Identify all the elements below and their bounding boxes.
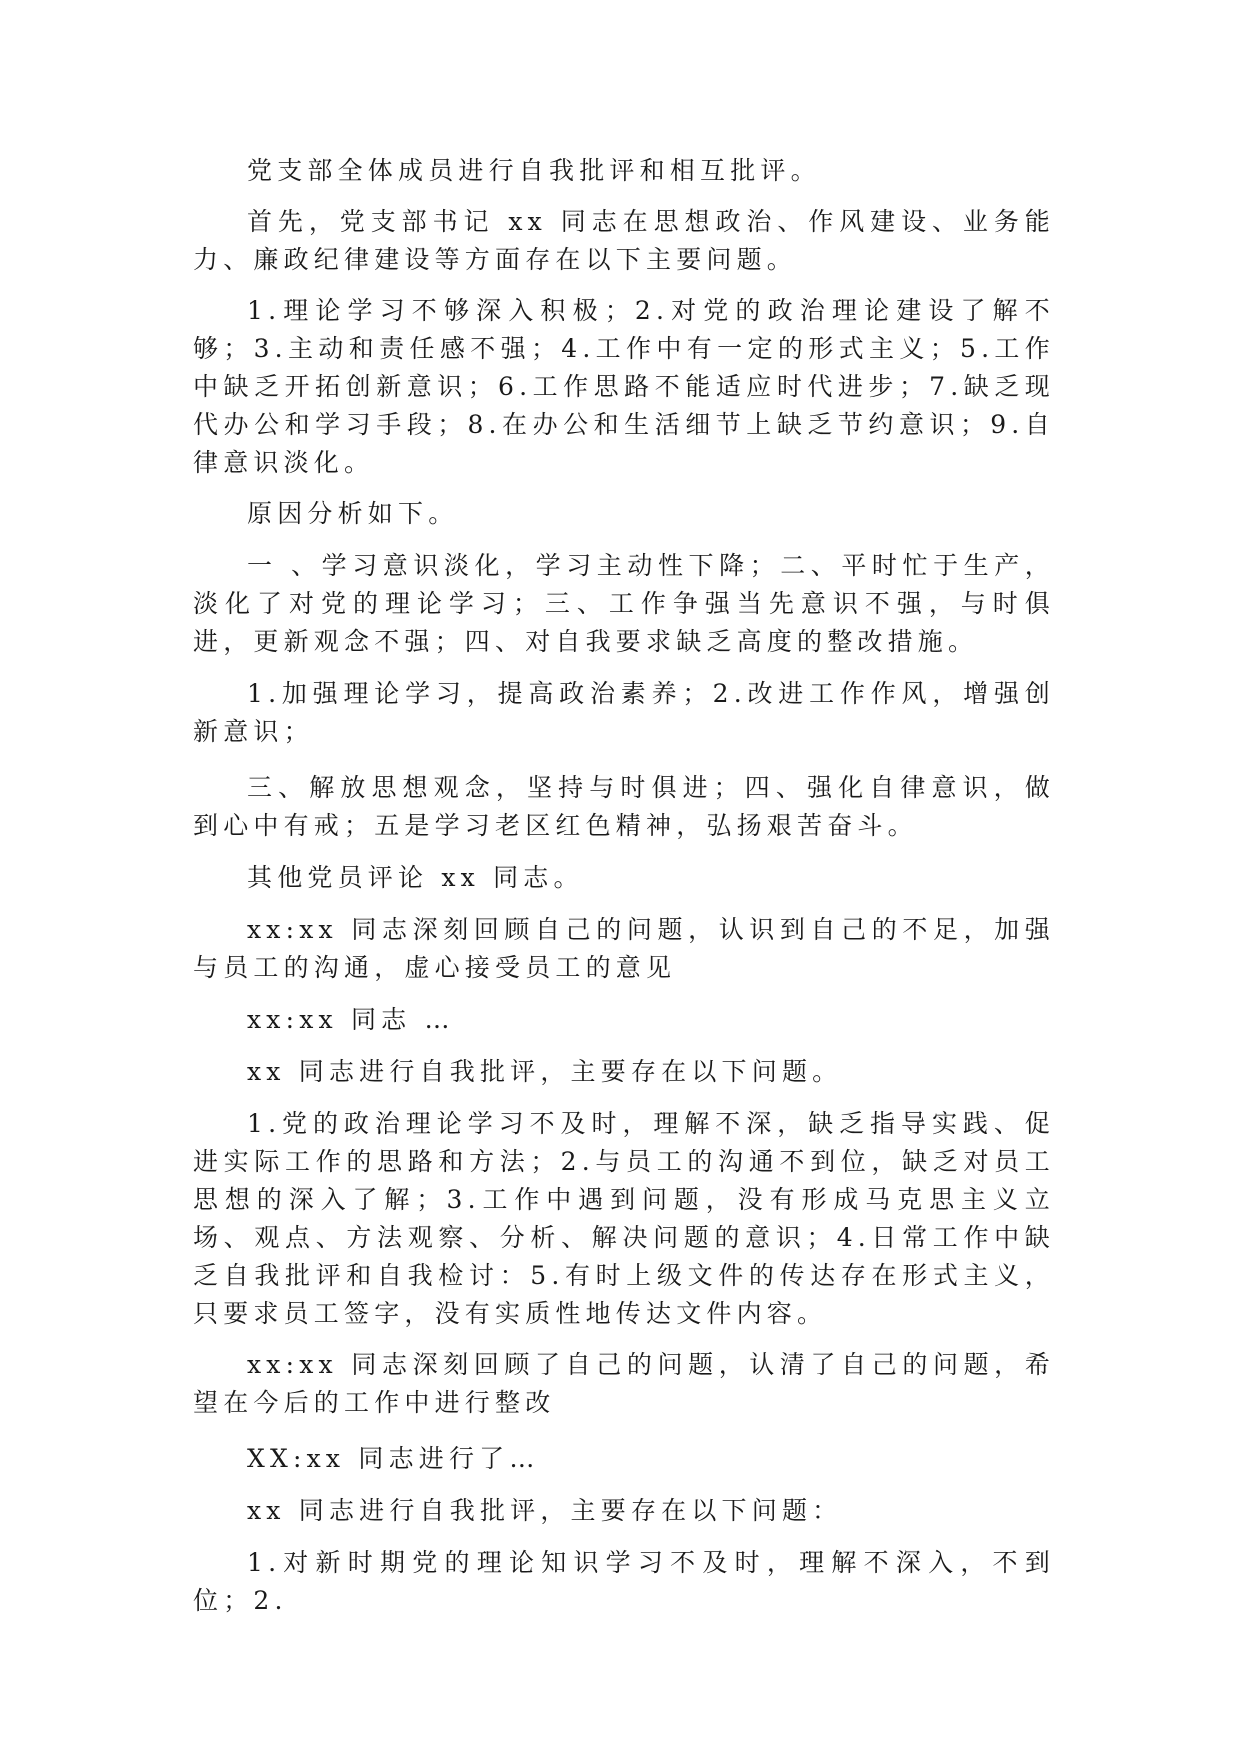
paragraph: XX:xx 同志进行了… bbox=[247, 1444, 540, 1473]
paragraph: 1.理论学习不够深入积极；2.对党的政治理论建设了解不够；3.主动和责任感不强；4.工作中有一定的形式主义；5.工作中缺乏开拓创新意识；6.工作思路不能适应时代进步；7.缺乏现代办公和学习手段；8.在办公和生活细节上缺乏节约意识；9.自律意识淡化。 bbox=[193, 296, 1055, 477]
paragraph: 党支部全体成员进行自我批评和相互批评。 bbox=[247, 156, 821, 185]
paragraph: xx 同志进行自我批评，主要存在以下问题： bbox=[247, 1496, 843, 1525]
paragraph: 原因分析如下。 bbox=[247, 499, 459, 528]
paragraph: 1.党的政治理论学习不及时，理解不深，缺乏指导实践、促进实际工作的思路和方法；2.与员工的沟通不到位，缺乏对员工思想的深入了解；3.工作中遇到问题，没有形成马克思主义立场、观点、方法观察、分析、解决问题的意识；4.日常工作中缺乏自我批评和自我检讨：5.有时上级文件的传达存在形式主义，只要求员工签字，没有实质性地传达文件内容。 bbox=[193, 1109, 1055, 1328]
paragraph: xx:xx 同志 … bbox=[247, 1005, 455, 1034]
paragraph: 1.加强理论学习，提高政治素养；2.改进工作作风，增强创新意识； bbox=[193, 679, 1055, 746]
paragraph: 其他党员评论 xx 同志。 bbox=[247, 863, 584, 892]
paragraph: xx 同志进行自我批评，主要存在以下问题。 bbox=[247, 1057, 843, 1086]
paragraph: xx:xx 同志深刻回顾自己的问题，认识到自己的不足，加强与员工的沟通，虚心接受员工的意见 bbox=[193, 915, 1055, 982]
paragraph: 1.对新时期党的理论知识学习不及时，理解不深入，不到位；2. bbox=[193, 1548, 1055, 1615]
paragraph: 首先，党支部书记 xx 同志在思想政治、作风建设、业务能力、廉政纪律建设等方面存在以下主要问题。 bbox=[193, 207, 1055, 274]
paragraph: 一 、学习意识淡化，学习主动性下降；二、平时忙于生产，淡化了对党的理论学习；三、工作争强当先意识不强，与时俱进，更新观念不强；四、对自我要求缺乏高度的整改措施。 bbox=[193, 551, 1055, 656]
paragraph: 三、解放思想观念，坚持与时俱进；四、强化自律意识，做到心中有戒；五是学习老区红色精神，弘扬艰苦奋斗。 bbox=[193, 773, 1055, 840]
paragraph: xx:xx 同志深刻回顾了自己的问题，认清了自己的问题，希望在今后的工作中进行整改 bbox=[193, 1350, 1055, 1417]
document-body bbox=[193, 152, 1055, 1634]
